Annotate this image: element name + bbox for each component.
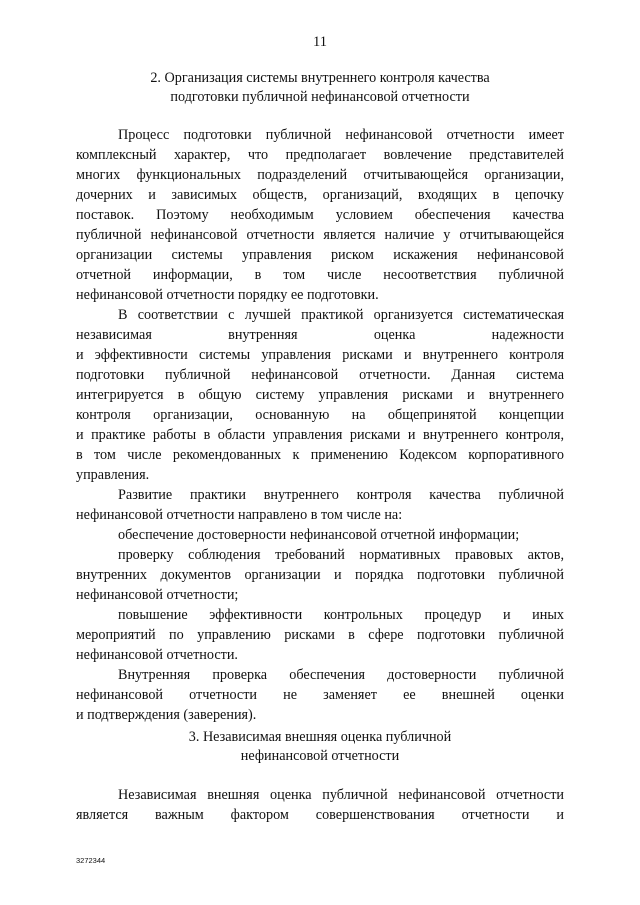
heading-line: 3. Независимая внешняя оценка публичной: [188, 729, 452, 745]
text-line: нефинансовой отчетности не заменяет ее внешней оценки: [76, 687, 564, 703]
text-line: многих функциональных подразделений отчитывающейся организации,: [76, 167, 564, 183]
text-line: контроля организации, основанную на общепринятой концепции: [76, 407, 564, 423]
text-line: дочерних и зависимых обществ, организаций, входящих в цепочку: [76, 187, 564, 203]
text-line: отчетной информации, в том числе несоответствия публичной: [76, 267, 564, 283]
text-line: в том числе рекомендованных к применению Кодексом корпоративного: [76, 447, 564, 463]
text-line: комплексный характер, что предполагает вовлечение представителей: [76, 147, 564, 163]
text-line: и практике работы в области управления рисками и внутреннего контроля,: [76, 427, 564, 443]
text-line: Внутренняя проверка обеспечения достоверности публичной: [118, 667, 564, 683]
text-line: публичной нефинансовой отчетности является наличие у отчитывающейся: [76, 227, 564, 243]
heading-line: нефинансовой отчетности: [240, 748, 400, 764]
text-line: внутренних документов организации и порядка подготовки публичной: [76, 567, 564, 583]
document-code: 3272344: [76, 856, 106, 865]
text-line: нефинансовой отчетности направлено в том числе на:: [76, 507, 403, 523]
text-line: Независимая внешняя оценка публичной нефинансовой отчетности: [118, 787, 564, 803]
page-number: 11: [313, 34, 327, 50]
text-line: и подтверждения (заверения).: [76, 707, 257, 723]
text-line: Развитие практики внутреннего контроля качества публичной: [118, 487, 564, 503]
text-line: организации системы управления риском искажения нефинансовой: [76, 247, 564, 263]
text-line: поставок. Поэтому необходимым условием обеспечения качества: [76, 207, 564, 223]
text-line: подготовки публичной нефинансовой отчетности. Данная система: [76, 367, 564, 383]
text-line: нефинансовой отчетности;: [76, 587, 239, 603]
text-line: нефинансовой отчетности порядку ее подготовки.: [76, 287, 379, 303]
section-3-heading: [76, 728, 564, 766]
text-line: и эффективности системы управления рисками и внутреннего контроля: [76, 347, 564, 363]
text-line: Процесс подготовки публичной нефинансовой отчетности имеет: [118, 127, 564, 143]
text-line: управления.: [76, 467, 150, 483]
text-line: В соответствии с лучшей практикой организуется систематическая: [118, 307, 564, 323]
text-line: является важным фактором совершенствования отчетности и: [76, 807, 564, 823]
text-line: обеспечение достоверности нефинансовой отчетной информации;: [118, 527, 520, 543]
heading-line: 2. Организация системы внутреннего контроля качества: [150, 70, 490, 86]
text-line: мероприятий по управлению рисками в сфере подготовки публичной: [76, 627, 564, 643]
heading-line: подготовки публичной нефинансовой отчетности: [170, 89, 470, 105]
text-line: повышение эффективности контрольных процедур и иных: [118, 607, 564, 623]
text-line: проверку соблюдения требований нормативных правовых актов,: [118, 547, 564, 563]
text-line: независимая внутренняя оценка надежности: [76, 327, 564, 343]
text-line: интегрируется в общую систему управления рисками и внутреннего: [76, 387, 564, 403]
text-line: нефинансовой отчетности.: [76, 647, 238, 663]
section-2-heading: [76, 69, 564, 107]
